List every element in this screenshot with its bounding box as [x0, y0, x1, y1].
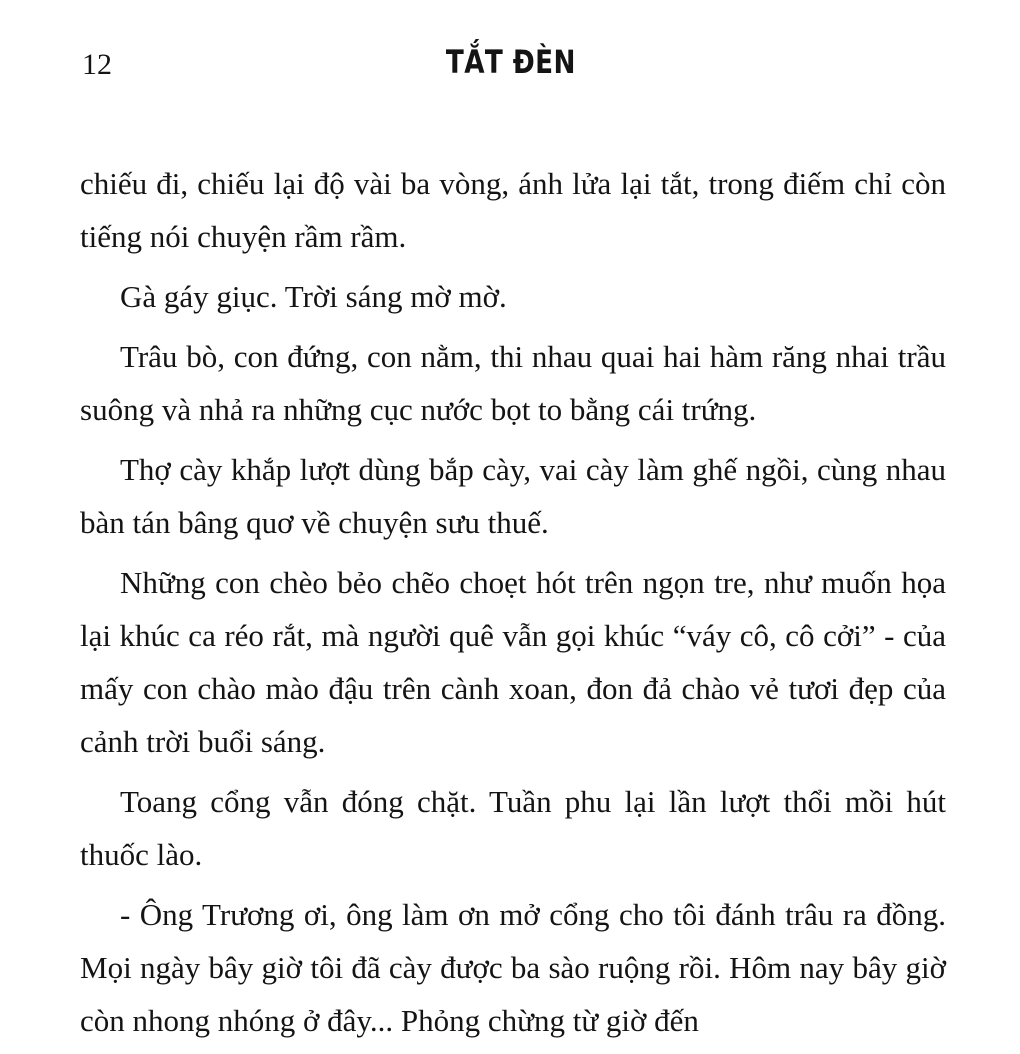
page-header: [0, 40, 1020, 90]
paragraph: Thợ cày khắp lượt dùng bắp cày, vai cày làm ghế ngồi, cùng nhau bàn tán bâng quơ về chuyện sưu thuế.: [80, 452, 946, 540]
paragraph: Những con chèo bẻo chẽo choẹt hót trên ngọn tre, như muốn họa lại khúc ca réo rắt, mà người quê vẫn gọi khúc “váy cô, cô cởi” - của mấy con chào mào đậu trên cành xoan, đon đả chào vẻ tươi đẹp của cảnh trời buổi sáng.: [80, 565, 946, 759]
paragraph: Gà gáy giục. Trời sáng mờ mờ.: [120, 279, 507, 314]
paragraph: chiếu đi, chiếu lại độ vài ba vòng, ánh lửa lại tắt, trong điếm chỉ còn tiếng nói chuyện rầm rầm.: [80, 166, 946, 254]
paragraph: Toang cổng vẫn đóng chặt. Tuần phu lại lần lượt thổi mồi hút thuốc lào.: [80, 784, 946, 872]
page-number: 12: [82, 48, 112, 81]
paragraph: Trâu bò, con đứng, con nằm, thi nhau quai hai hàm răng nhai trầu suông và nhả ra những cục nước bọt to bằng cái trứng.: [80, 339, 946, 427]
paragraph: - Ông Trương ơi, ông làm ơn mở cổng cho tôi đánh trâu ra đồng. Mọi ngày bây giờ tôi đã cày được ba sào ruộng rồi. Hôm nay bây giờ còn nhong nhóng ở đây... Phỏng chừng từ giờ đến: [80, 897, 946, 1038]
body-text: [80, 157, 946, 1054]
running-title: TẮT ĐÈN: [445, 43, 576, 81]
